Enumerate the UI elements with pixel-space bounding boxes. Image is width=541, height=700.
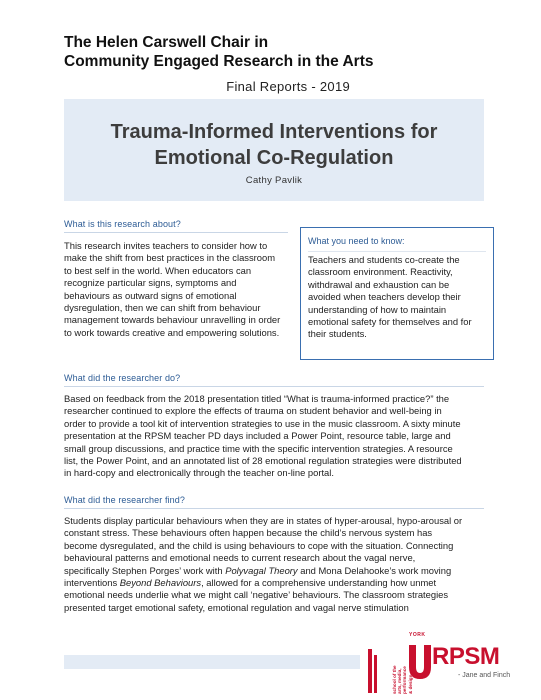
text-line: small group discussions, and practice time with the specific intervention strategies. A resource: [64, 442, 453, 454]
text-line: This research invites teachers to consider how to: [64, 240, 268, 251]
key-points-box: [300, 227, 494, 360]
section-heading-about: What is this research about?: [64, 219, 181, 229]
york-u-logo-icon: [405, 637, 435, 683]
text-line: constant stress. These behaviours often happen because the child’s nervous system has: [64, 527, 433, 539]
section-heading-did: What did the researcher do?: [64, 373, 181, 383]
text-line: presented target emotional safety, emotional regulation and vagal nerve stimulation: [64, 601, 409, 613]
chair-title-line2: Community Engaged Research in the Arts: [64, 53, 374, 70]
school-name-line: school of the: [392, 665, 397, 694]
text-line: recognize particular signs, symptoms and: [64, 277, 237, 289]
school-name-line: arts, media,: [397, 668, 403, 694]
chair-title-line1: The Helen Carswell Chair in: [64, 34, 269, 51]
section-heading-know: What you need to know:: [308, 236, 405, 246]
italic-term: Beyond Behaviours: [119, 577, 202, 589]
find-paragraph: [64, 515, 494, 614]
text-line: list, the Power Point, and an annotated list of 28 emotional regulation strategies were distributed: [64, 455, 462, 467]
text-line: to best self in the world. When educators can: [64, 264, 252, 276]
section-heading-find: What did the researcher find?: [64, 495, 185, 505]
text-line: researcher continued to explore the effects of trauma on student behavior and well-being in: [64, 405, 442, 417]
text-line: to work towards creative and empowering solutions.: [64, 326, 280, 338]
text-line: avoided when teachers develop their: [308, 291, 461, 303]
rpsm-logo: RPSM: [432, 643, 500, 670]
text-line: make the shift from best practices in the classroom: [64, 252, 276, 264]
text-line: Teachers and students co-create the: [308, 254, 460, 265]
author-name: Cathy Pavlik: [245, 175, 303, 186]
report-title-line1: Trauma-Informed Interventions for: [110, 121, 438, 143]
york-label: YORK: [409, 632, 426, 638]
text-line: Based on feedback from the 2018 presentation titled “What is trauma-informed practice?” the: [64, 393, 450, 404]
section-divider: [64, 508, 484, 509]
text-line: order to provide a tool kit of intervention strategies to use in the music classroom. A sixty minute: [64, 417, 461, 429]
text-line: , allowed for a comprehensive understanding how unmet: [201, 577, 437, 589]
text-line: classroom environment. Reactivity,: [308, 266, 453, 278]
text-line: Students display particular behaviours when they are in states of hyper-arousal, hypo-arousal or: [64, 515, 463, 526]
know-paragraph: [308, 254, 486, 341]
text-line: and Mona Delahooke’s work moving: [297, 564, 452, 576]
text-line: emotional safety for themselves and for: [308, 316, 472, 328]
text-line: management towards behaviour unravelling in order: [64, 314, 281, 326]
school-name-line: performance: [402, 666, 408, 694]
footer-bar: [64, 655, 360, 669]
section-divider: [64, 232, 288, 233]
text-line: behavioural patterns and emotional needs to current research about the vagal nerve,: [64, 552, 416, 564]
text-line: become dysregulated, and the child is using behaviours to cope with the situation. Connecting: [64, 539, 454, 551]
final-reports-label: Final Reports - 2019: [226, 79, 350, 94]
text-line: interventions: [64, 577, 120, 589]
section-divider: [308, 251, 486, 252]
text-line: their students.: [308, 328, 367, 340]
school-name-line: & design: [407, 674, 413, 694]
text-line: withdrawal and exhaustion can be: [308, 278, 450, 290]
rpsm-subtitle: - Jane and Finch: [458, 672, 511, 679]
report-title-line2: Emotional Co-Regulation: [154, 147, 394, 169]
text-line: dysregulation, then we can shift from behaviour: [64, 302, 261, 314]
italic-term: Polyvagal Theory: [225, 564, 298, 576]
did-paragraph: [64, 393, 494, 480]
text-line: understanding of how to maintain: [308, 303, 447, 315]
text-line: emotional needs underlie what we might call ‘negative’ behaviours. The classroom strategies: [64, 589, 449, 601]
text-line: behaviours as outward signs of emotional: [64, 289, 237, 301]
chair-title: [64, 33, 374, 71]
text-line: in hard-copy and electronically through the teacher on-line portal.: [64, 467, 334, 479]
title-banner: [64, 99, 484, 201]
text-line: specifically Stephen Porges’ work with: [64, 564, 226, 576]
about-paragraph: [64, 240, 290, 339]
text-line: presentation at the RPSM teacher PD days included a Power Point, resource table, large and: [64, 430, 451, 442]
section-divider: [64, 386, 484, 387]
